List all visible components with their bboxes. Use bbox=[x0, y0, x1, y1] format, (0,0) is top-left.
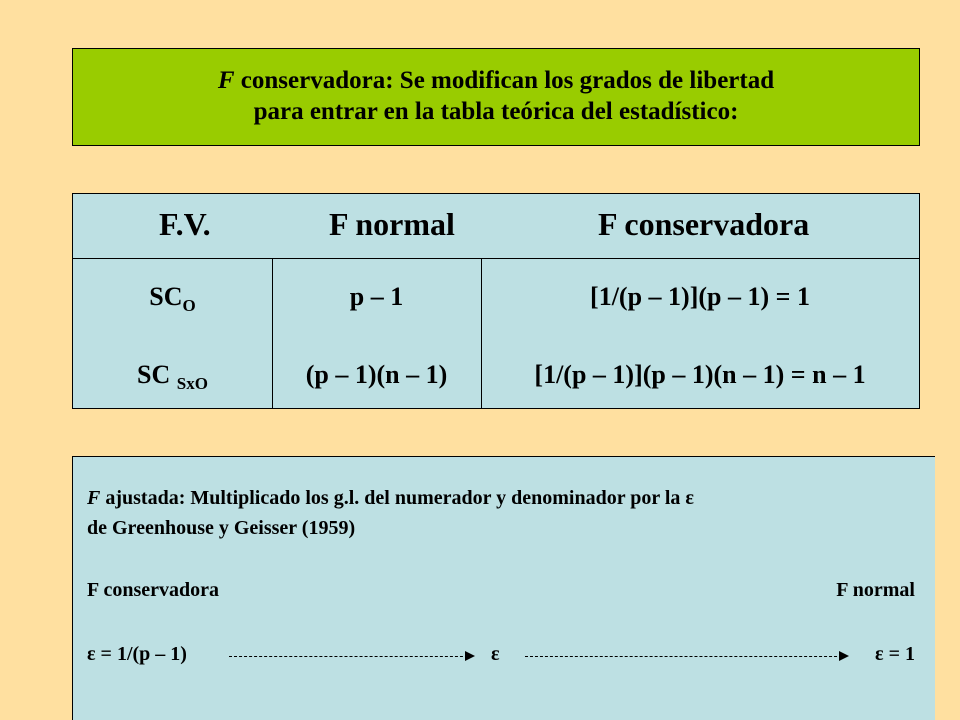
arrow-right-icon bbox=[525, 656, 847, 657]
epsilon-max: ε = 1 bbox=[875, 643, 915, 665]
adjusted-line-1: F ajustada: Multiplicado los g.l. del numerador y denominador por la ε bbox=[87, 487, 694, 509]
header-fv: F.V. bbox=[159, 206, 211, 242]
degrees-of-freedom-table bbox=[72, 193, 920, 409]
header-f-normal: F normal bbox=[329, 206, 455, 242]
label-f-normal: F normal bbox=[836, 579, 915, 601]
note-line-2: para entrar en la tabla teórica del estadístico: bbox=[253, 98, 739, 125]
table-cell-normal: p – 1 bbox=[349, 282, 404, 311]
table-cell-fv: SC $_{SxO}$ bbox=[137, 360, 208, 393]
adjusted-line-2: de Greenhouse y Geisser (1959) bbox=[87, 517, 356, 539]
table-header-row bbox=[73, 194, 919, 259]
adjusted-f-box bbox=[72, 456, 935, 720]
table-cell-fv: $SC_O$ bbox=[149, 282, 196, 315]
epsilon-min: ε = 1/(p – 1) bbox=[87, 643, 187, 665]
conservative-f-note-box bbox=[72, 48, 920, 146]
table-cell-conservadora: [1/(p – 1)](p – 1) = 1 bbox=[590, 282, 810, 311]
note-line-1-text: conservadora: Se modifican los grados de libertad bbox=[234, 67, 775, 94]
header-f-conservadora: F conservadora bbox=[598, 206, 810, 242]
epsilon-mid: ε bbox=[491, 643, 500, 665]
label-f-conservadora: F conservadora bbox=[87, 579, 220, 601]
f-italic: F bbox=[217, 67, 235, 94]
table-cell-normal: (p – 1)(n – 1) bbox=[305, 360, 448, 389]
note-line-1 bbox=[73, 65, 919, 96]
arrow-right-icon bbox=[229, 656, 473, 657]
table-cell-conservadora: [1/(p – 1)](p – 1)(n – 1) = n – 1 bbox=[534, 360, 866, 389]
